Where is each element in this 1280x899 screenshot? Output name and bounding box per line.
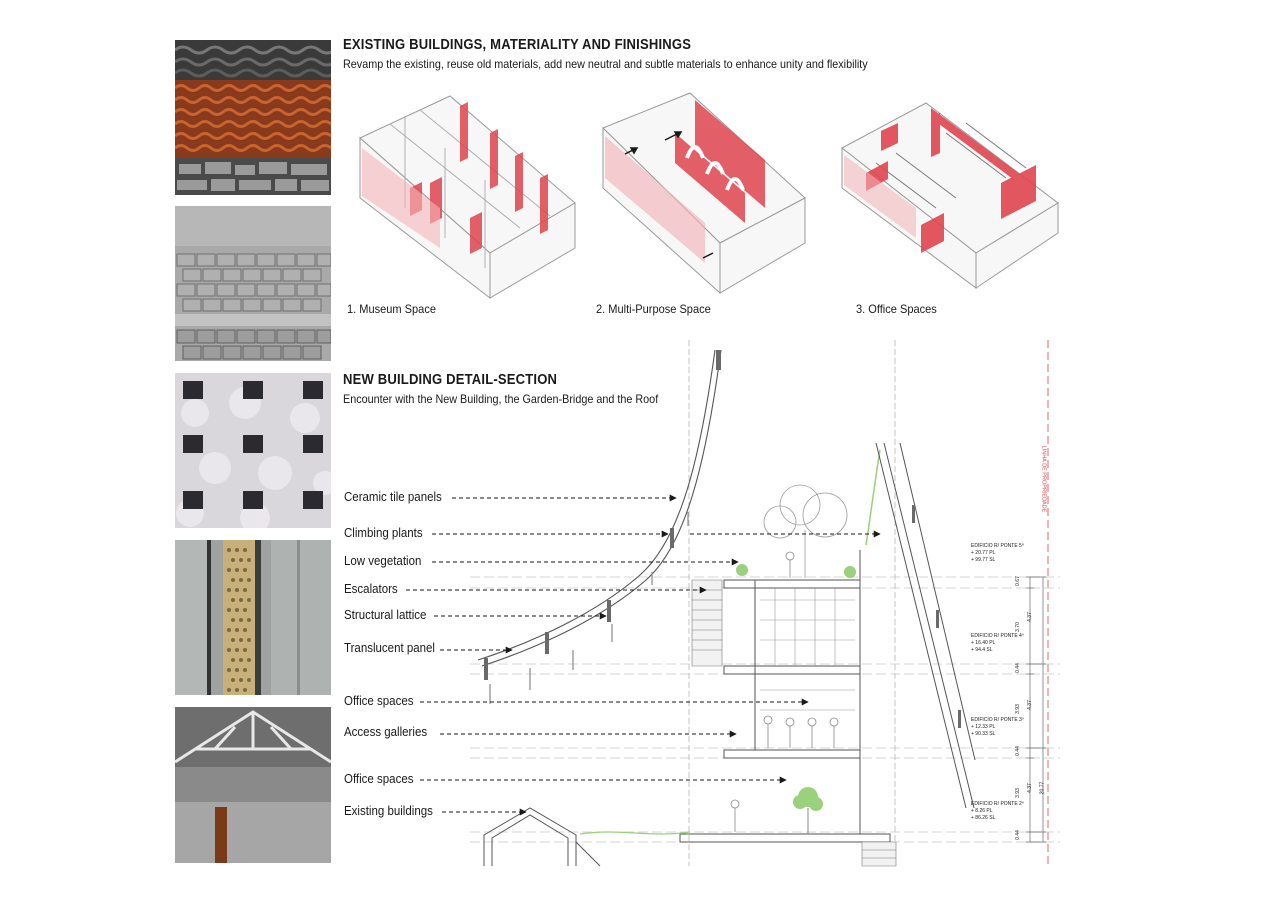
dimension-label: 20.77	[1039, 781, 1046, 795]
property-line-label: LINHA DE PROPRIEDADE	[1040, 445, 1047, 513]
section1-subtitle: Revamp the existing, reuse old materials, add new neutral and subtle materials to enhance unity and flexibility	[343, 57, 868, 71]
dimension-label: 3.93	[1014, 788, 1021, 798]
dimension-label: 4.37	[1026, 700, 1033, 710]
dimension-label: 0.44	[1014, 830, 1021, 840]
axo-museum-caption: 1. Museum Space	[347, 302, 436, 316]
callout-label: Access galleries	[344, 725, 428, 739]
callout-label: Climbing plants	[344, 526, 423, 540]
level-annotation: EDIFICIO R/ PONTE 5º + 20.77 PL + 99.77 SL	[971, 543, 1024, 563]
callout-label: Ceramic tile panels	[344, 490, 442, 504]
callout-label: Translucent panel	[344, 641, 435, 655]
section2-subtitle: Encounter with the New Building, the Garden-Bridge and the Roof	[343, 392, 659, 406]
dimension-label: 0.44	[1014, 746, 1021, 756]
axo-office-caption: 3. Office Spaces	[856, 302, 937, 316]
axo-multi-purpose-caption: 2. Multi-Purpose Space	[596, 302, 711, 316]
callout-label: Office spaces	[344, 772, 414, 786]
dimension-label: 3.93	[1014, 704, 1021, 714]
callout-label: Office spaces	[344, 694, 414, 708]
dimension-label: 4.37	[1026, 612, 1033, 622]
level-annotation: EDIFICIO R/ PONTE 2º + 8.26 PL + 86.26 SL	[971, 801, 1024, 821]
section2-title: NEW BUILDING DETAIL-SECTION	[343, 372, 558, 388]
callout-label: Structural lattice	[344, 608, 427, 622]
section1-title: EXISTING BUILDINGS, MATERIALITY AND FINISHINGS	[343, 37, 692, 53]
callout-label: Existing buildings	[344, 804, 433, 818]
level-annotation: EDIFICIO R/ PONTE 3º + 12.33 PL + 90.33 SL	[971, 717, 1024, 737]
dimension-label: 0.44	[1014, 663, 1021, 673]
dimension-label: 4.37	[1026, 783, 1033, 793]
level-annotation: EDIFICIO R/ PONTE 4º + 16.40 PL + 94.4 SL	[971, 633, 1024, 653]
dimension-label: 0.67	[1014, 576, 1021, 586]
callout-label: Low vegetation	[344, 554, 422, 568]
dimension-label: 3.70	[1014, 622, 1021, 632]
callout-label: Escalators	[344, 582, 398, 596]
